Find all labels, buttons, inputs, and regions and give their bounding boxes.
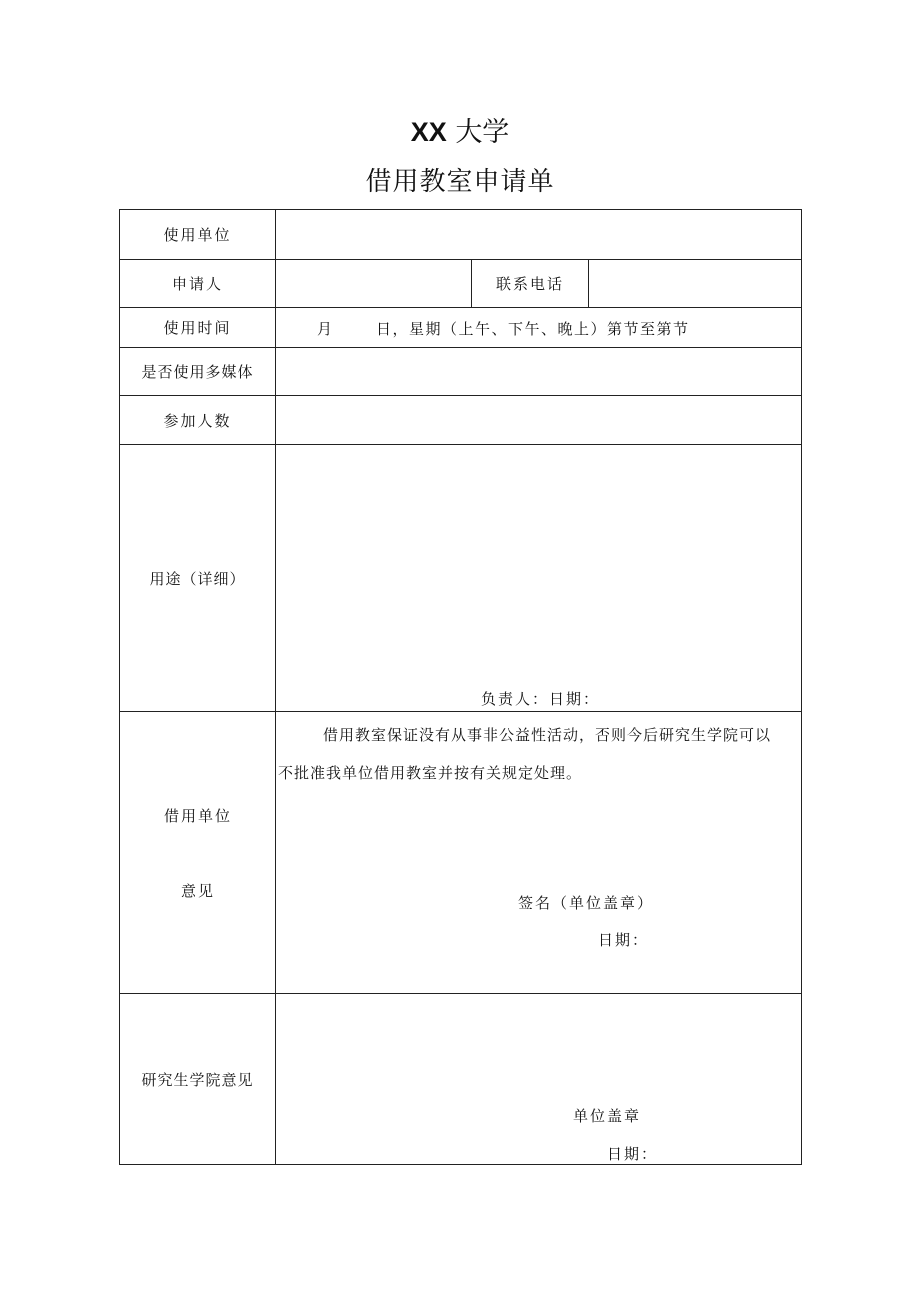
row-grad-opinion	[120, 994, 802, 1165]
multimedia-field[interactable]	[276, 348, 802, 396]
borrower-label-line2: 意见	[180, 882, 215, 900]
row-attendees	[120, 396, 802, 445]
applicant-field[interactable]	[276, 260, 472, 308]
row-time	[120, 308, 802, 348]
attendees-field[interactable]	[276, 396, 802, 445]
time-label: 使用时间	[120, 308, 276, 348]
purpose-label: 用途（详细）	[120, 445, 276, 712]
form-title: 借用教室申请单	[365, 167, 555, 197]
row-borrower-opinion	[120, 712, 802, 994]
unit-label: 使用单位	[120, 210, 276, 260]
borrower-date-text: 日期：	[598, 931, 650, 949]
borrower-label-line1: 借用单位	[163, 807, 232, 825]
grad-opinion-field[interactable]	[276, 994, 802, 1165]
title-prefix: XX	[410, 117, 447, 147]
phone-label: 联系电话	[472, 260, 589, 308]
university-title	[0, 112, 920, 153]
attendees-label: 参加人数	[120, 396, 276, 445]
phone-field[interactable]	[589, 260, 802, 308]
row-applicant	[120, 260, 802, 308]
row-unit	[120, 210, 802, 260]
borrower-signature-text: 签名（单位盖章）	[518, 894, 655, 912]
time-detail-text: 日，星期（上午、下午、晚上）第节至第节	[376, 320, 690, 338]
borrower-opinion-field[interactable]	[276, 712, 802, 994]
pledge-line-2: 不批准我单位借用教室并按有关规定处理。	[278, 764, 583, 782]
title-suffix: 大学	[455, 117, 510, 148]
application-form-table	[119, 209, 802, 1165]
pledge-line-1: 借用教室保证没有从事非公益性活动，否则今后研究生学院可以	[323, 726, 772, 744]
multimedia-label: 是否使用多媒体	[120, 348, 276, 396]
time-field[interactable]	[276, 308, 802, 348]
grad-opinion-label: 研究生学院意见	[120, 994, 276, 1165]
purpose-field[interactable]	[276, 445, 802, 712]
row-purpose	[120, 445, 802, 712]
grad-date-text: 日期：	[607, 1145, 659, 1163]
applicant-label: 申请人	[120, 260, 276, 308]
unit-field[interactable]	[276, 210, 802, 260]
grad-stamp-text: 单位盖章	[573, 1107, 642, 1125]
row-multimedia	[120, 348, 802, 396]
purpose-signature-line: 负责人：日期：	[481, 690, 601, 708]
borrower-opinion-label-cell	[120, 712, 276, 994]
time-month-text: 月	[317, 320, 335, 338]
